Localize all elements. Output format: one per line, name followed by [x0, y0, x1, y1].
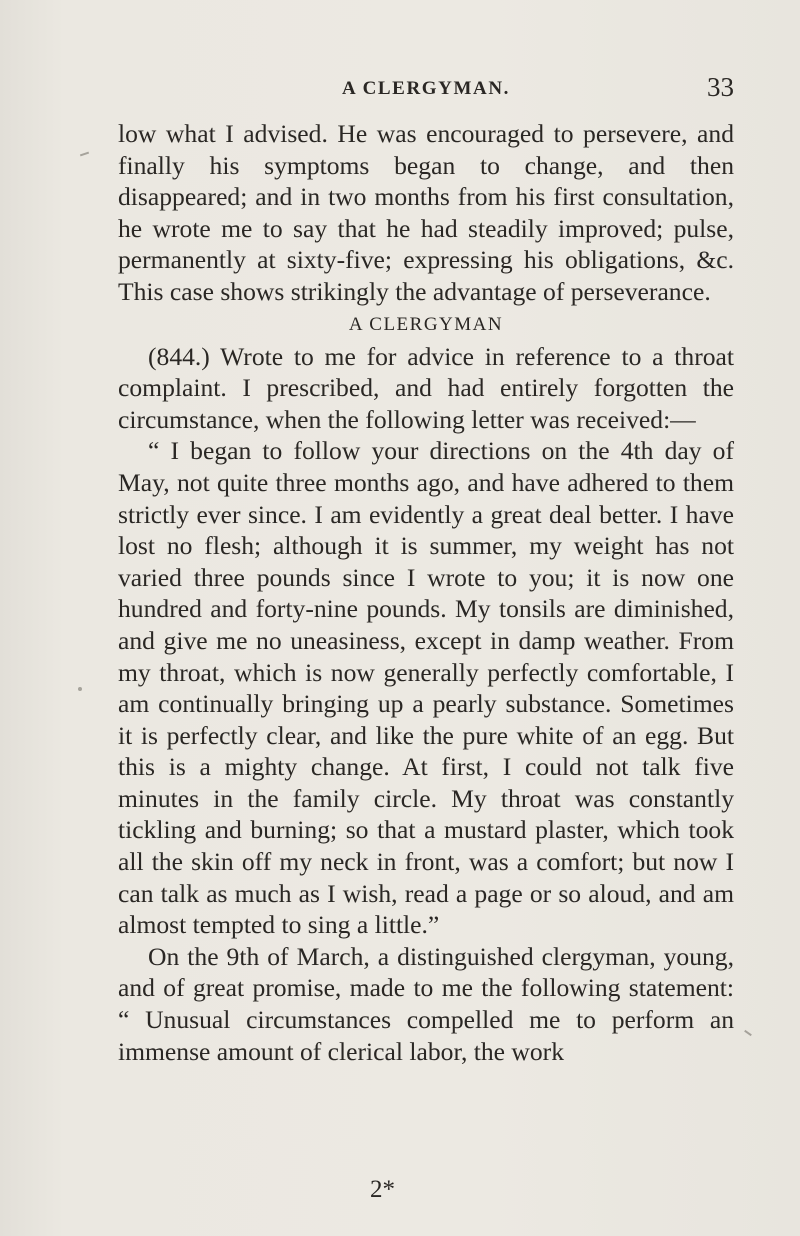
page-number: 33 — [707, 72, 734, 102]
margin-pencil-mark — [744, 1030, 752, 1036]
paragraph-letter: “ I began to follow your directions on the 4th day of May, not quite three months ago, and have adhered to them strictly ever since. I am evidently a great deal better. I have lost no flesh; although it is summer, my weight has not varied three pounds since I wrote to you; it is now one hundred and forty-nine pounds. My tonsils are diminished, and give me no uneasiness, except in damp weather. From my throat, which is now generally perfectly comfortable, I am continually bringing up a pearly substance. Sometimes it is perfectly clear, and like the pure white of an egg. But this is a mighty change. At first, I could not talk five minutes in the family circle. My throat was constantly tickling and burning; so that a mustard plaster, which took all the skin off my neck in front, was a comfort; but now I can talk as much as I wish, read a page or so aloud, and am almost tempted to sing a little.” — [118, 436, 734, 940]
running-head — [118, 72, 734, 108]
main-text — [118, 118, 734, 1067]
paragraph-continuation: low what I advised. He was encouraged to persevere, and finally his symptoms began to change, and then disappeared; and in two months from his first consultation, he wrote me to say that he had steadily improved; pulse, permanently at sixty-five; expressing his obligations, &c. This case shows strikingly the advantage of perseverance. — [118, 119, 734, 306]
margin-pencil-mark — [78, 687, 82, 691]
paragraph-statement: On the 9th of March, a distinguished clergyman, young, and of great promise, made to me the following statement: “ Unusual circumstances compelled me to perform an immense amount of clerical labor, the work — [118, 941, 734, 1066]
paragraph-case-intro: (844.) Wrote to me for advice in reference to a throat complaint. I prescribed, and had entirely forgotten the circumstance, when the following letter was received:— — [118, 341, 734, 434]
printer-signature: 2* — [370, 1176, 395, 1203]
section-heading: A CLERGYMAN — [348, 313, 504, 335]
margin-pencil-mark — [80, 152, 89, 157]
running-title: A CLERGYMAN. — [341, 78, 511, 99]
